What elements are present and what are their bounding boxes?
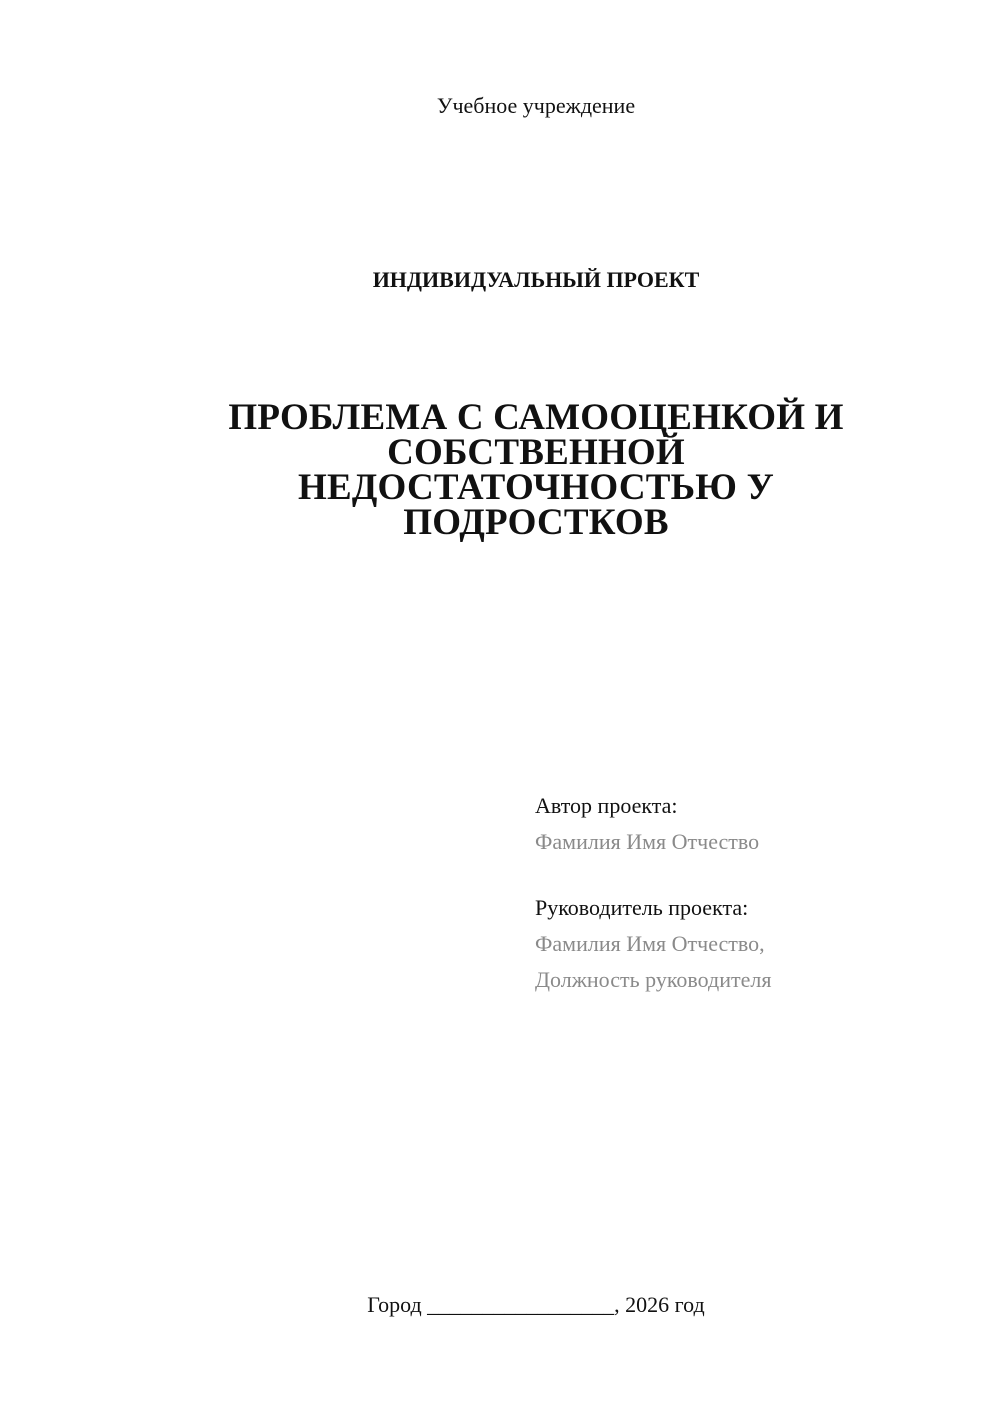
project-title-line: НЕДОСТАТОЧНОСТЬЮ У <box>298 467 774 508</box>
supervisor-position-placeholder: Должность руководителя <box>535 967 772 992</box>
supervisor-name-placeholder: Фамилия Имя Отчество, <box>535 931 765 956</box>
author-label: Автор проекта: <box>535 793 678 818</box>
document-type-heading: ИНДИВИДУАЛЬНЫЙ ПРОЕКТ <box>372 267 700 292</box>
project-title-line: ПРОБЛЕМА С САМООЦЕНКОЙ И <box>228 397 844 438</box>
project-credits <box>535 788 975 998</box>
project-title <box>200 397 872 543</box>
credits-spacer <box>535 860 975 890</box>
project-title-line: ПОДРОСТКОВ <box>403 502 669 543</box>
institution-name: Учебное учреждение <box>436 93 636 118</box>
city-year-line: Город _________________, 2026 год <box>367 1292 705 1317</box>
supervisor-label: Руководитель проекта: <box>535 895 749 920</box>
author-name-placeholder: Фамилия Имя Отчество <box>535 829 760 854</box>
project-title-line: СОБСТВЕННОЙ <box>387 432 685 473</box>
